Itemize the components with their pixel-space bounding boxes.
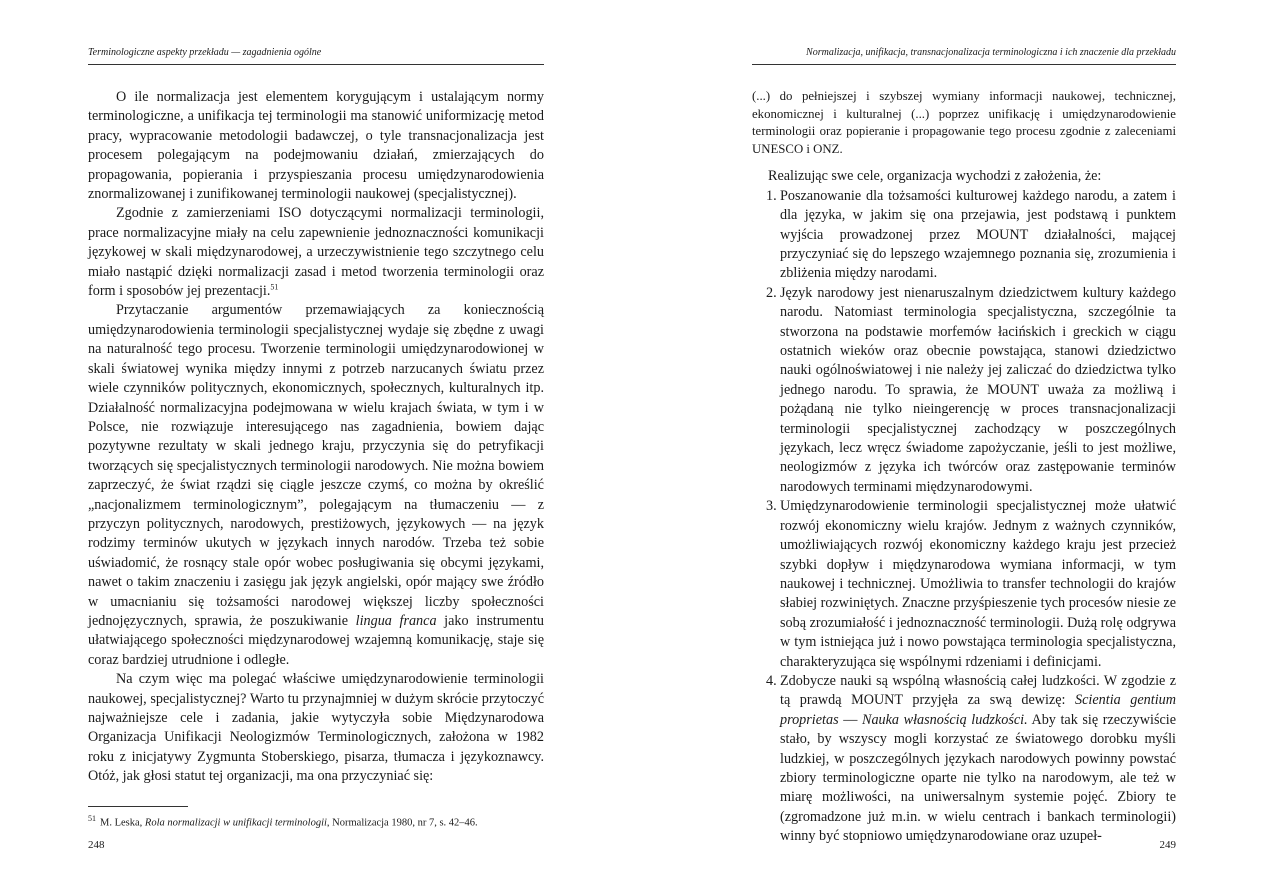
- motto-polish: Nauka własnością ludzkości.: [861, 711, 1028, 728]
- footnote-divider: [88, 806, 188, 807]
- page-number: 248: [88, 839, 105, 851]
- list-item: 1. Poszanowanie dla tożsamości kulturowej każdego narodu, a zatem i dla języka, w jakim się ona przejawia, jest podstawą i punktem wyjścia prowadzonej przez MOUNT działalności, mającej przyczyniać się do lepszego wzajemnego poznania się, zrozumienia i zbliżenia między narodami.: [766, 187, 1176, 282]
- gutter: [638, 0, 644, 894]
- paragraph: O ile normalizacja jest elementem korygującym i ustalającym normy terminologiczne, a unifikacja tej terminologii ma stanowić uniformizację metod pracy, wypracowanie metodologii badawczej, o tyle transnacjonalizacja jest procesem polegającym na podejmowaniu działań, zmierzających do propagowania, popierania i przyspieszania procesu umiędzynarodowienia znormalizowanej i zunifikowanej terminologii naukowej (specjalistycznej).: [88, 89, 544, 203]
- motto-latin: Scientia gentium proprietas: [780, 692, 1176, 728]
- footnote-reference: 51: [270, 282, 279, 292]
- block-quote: (...) do pełniejszej i szybszej wymiany informacji naukowej, technicznej, ekonomicznej i kulturalnej (...) poprzez unifikację i umiędzynarodowienie terminologii oraz popieranie i propagowanie tego procesu zgodnie z zaleceniami UNESCO i ONZ.: [752, 89, 1176, 156]
- numbered-list: [752, 187, 1176, 847]
- running-header: Terminologiczne aspekty przekładu — zagadnienia ogólne: [88, 47, 544, 65]
- running-header: Normalizacja, unifikacja, transnacjonalizacja terminologiczna i ich znaczenie dla przekładu: [752, 47, 1176, 65]
- paragraph: Na czym więc ma polegać właściwe umiędzynarodowienie terminologii naukowej, specjalistycznej? Warto tu przynajmniej w dużym skrócie przytoczyć najważniejsze cele i zadania, jakie wytyczyła sobie Międzynarodowa Organizacja Unifikacji Neologizmów Terminologicznych, założona w 1982 roku z inicjatywy Zygmunta Stoberskiego, pisarza, tłumacza i językoznawcy. Otóż, jak głosi statut tej organizacji, ma ona przyczyniać się:: [88, 671, 544, 785]
- footnote-number: 51: [88, 814, 96, 823]
- right-page: [752, 0, 1176, 894]
- paragraph: Zgodnie z zamierzeniami ISO dotyczącymi normalizacji terminologii, prace normalizacyjne miały na celu zapewnienie jednoznaczności komunikacji językowej w skali międzynarodowej, a urzeczywistnienie tego szczytnego celu miało nastąpić dzięki normalizacji zasad i metod tworzenia terminologii oraz form i sposobów jej prezentacji.$^{51}$: [88, 205, 544, 300]
- footnote-title: Rola normalizacji w unifikacji terminologii: [144, 817, 327, 829]
- footnote: $^{51}$ M. Leska, Rola normalizacji w unifikacji terminologii, Normalizacja 1980, nr 7, s. 42–46.: [88, 814, 478, 829]
- main-text: [88, 88, 544, 787]
- italic-term: lingua franca: [355, 612, 437, 629]
- list-item: 2. Język narodowy jest nienaruszalnym dziedzictwem kultury każdego narodu. Natomiast terminologia specjalistyczna, szczególnie ta stworzona na podstawie morfemów łacińskich i greckich w ciągu ostatnich wieków oraz obecnie powstająca, stanowi dziedzictwo nauki ogólnoświatowej i nie należy jej zaliczać do dziedzictwa tylko jednego narodu. To sprawia, że MOUNT uważa za możliwą i pożądaną nie tylko nieingerencję w proces transnacjonalizacji terminologii specjalistycznej zachodzący w poszczególnych językach, lecz wręcz świadome zapożyczanie, jeśli to jest możliwe, neologizmów z języka ich twórców oraz zastępowanie terminów narodowych terminami międzynarodowymi.: [766, 284, 1176, 495]
- page-number: 249: [1159, 839, 1176, 851]
- paragraph: Realizując swe cele, organizacja wychodzi z założenia, że:: [768, 168, 1102, 185]
- paragraph: Przytaczanie argumentów przemawiających za koniecznością umiędzynarodowienia terminologii specjalistycznej wydaje się zbędne z uwagi na naturalność tego procesu. Tworzenie terminologii umiędzynarodowionej w skali światowej wynika między innymi z potrzeb narzucanych światu przez wiele czynników politycznych, ekonomicznych, społecznych, kulturalnych itp. Działalność normalizacyjna podejmowana w wielu krajach świata, w tym i w Polsce, nie rozwiązuje interesującego nas zagadnienia, bowiem dając pozytywne rezultaty w skali jednego kraju, przyczynia się do petryfikacji tworzących się specjalistycznych terminologii narodowych. Nie można bowiem zaprzeczyć, że świat rządzi się ciągle jeszcze czymś, co można by określić „nacjonalizmem terminologicznym”, polegającym na tłumaczeniu — z przyczyn politycznych, narodowych, prestiżowych, językowych — na język rodzimy terminów ukutych w językach innych narodów. Trzeba też sobie uświadomić, że rosnący stale opór wobec posługiwania się obcymi językami, nawet o takim znaczeniu i zasięgu jak język angielski, opór mający swe źródło w umacnianiu się tożsamości narodowej większej liczby społeczności jednojęzycznych, sprawia, że poszukiwanie lingua franca jako instrumentu ułatwiającego społeczności międzynarodowej wzajemną komunikację, staje się coraz bardziej utrudnione i odległe.: [88, 302, 544, 668]
- main-text: [752, 88, 1176, 847]
- list-item: 3. Umiędzynarodowienie terminologii specjalistycznej może ułatwić rozwój ekonomiczny wielu krajów. Jednym z ważnych czynników, umożliwiających rozwój ekonomiczny każdego kraju jest przecież szybki dopływ i międzynarodowa wymiana informacji, w tym naukowej i technicznej. Umożliwia to transfer technologii do krajów słabiej rozwiniętych. Znaczne przyśpieszenie tych procesów niesie ze sobą zrozumiałość i jednoznaczność terminologii. Dużą rolę odgrywa w tym istniejąca już i nowo powstająca terminologia specjalistyczna, charakteryzująca się wspólnymi rdzeniami i definicjami.: [766, 498, 1176, 670]
- list-item: 4. Zdobycze nauki są wspólną własnością całej ludzkości. W zgodzie z tą prawdą MOUNT przyjęła za swą dewizę: Scientia gentium proprietas — Nauka własnością ludzkości. Aby tak się rzeczywiście stało, by wszyscy mogli korzystać ze światowego dorobku myśli ludzkiej, w poszczególnych językach narodowych powinny powstać zbiory terminologiczne oparte nie tylko na narodowym, ale też w miarę możliwości, na uniwersalnym systemie pojęć. Zbiory te (zgromadzone już m.in. w wielu centrach i bankach terminologii) winny być stopniowo umiędzynarodowiane oraz uzupeł-: [766, 672, 1177, 845]
- left-page: [88, 0, 544, 894]
